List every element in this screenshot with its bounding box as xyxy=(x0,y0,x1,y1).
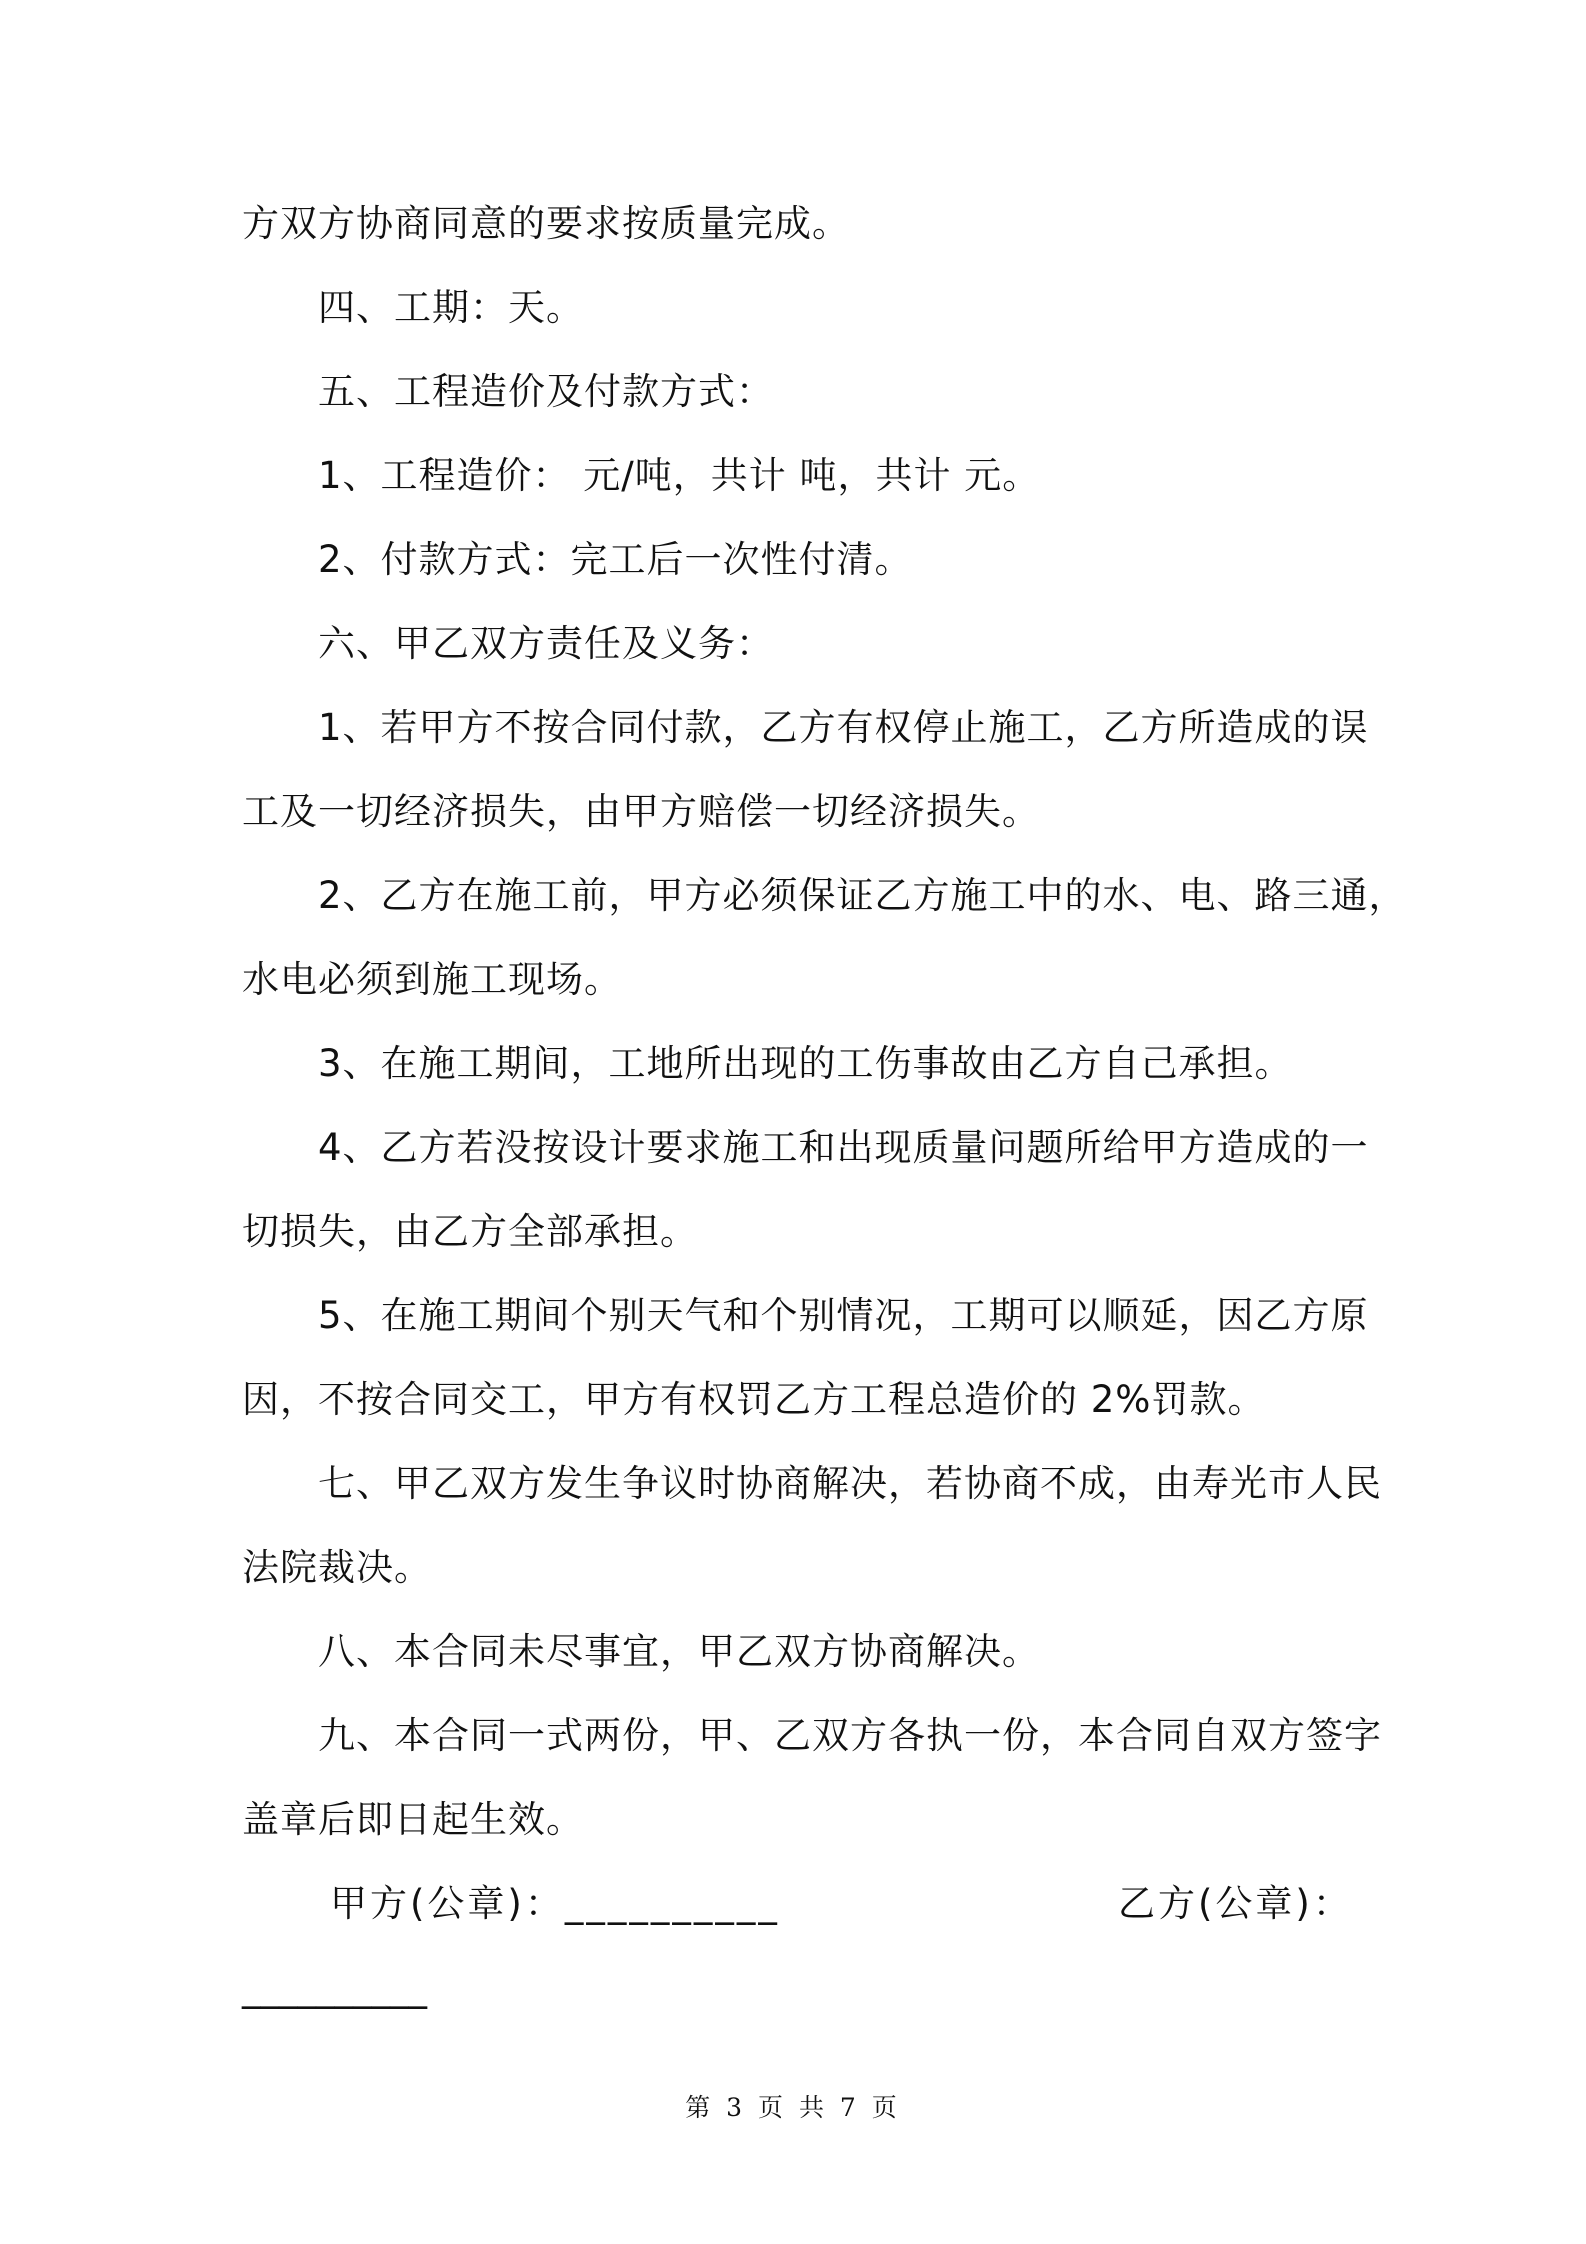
text-line: 2、乙方在施工前，甲方必须保证乙方施工中的水、电、路三通， xyxy=(318,874,1407,917)
text-line: 盖章后即日起生效。 xyxy=(242,1798,584,1841)
party-b-signature: 乙方(公章)： xyxy=(1118,1882,1353,1925)
section-seven: 七、甲乙双方发生争议时协商解决，若协商不成，由寿光市人民 xyxy=(318,1462,1382,1505)
text-line: 方双方协商同意的要求按质量完成。 xyxy=(242,202,850,245)
text-line: 5、在施工期间个别天气和个别情况，工期可以顺延，因乙方原 xyxy=(318,1294,1369,1337)
text-line: 工及一切经济损失，由甲方赔偿一切经济损失。 xyxy=(242,790,1040,833)
party-b-signature-line: __________ xyxy=(242,1966,427,2009)
party-a-signature: 甲方(公章)：__________ xyxy=(330,1882,780,1925)
page-footer: 第 3 页 共 7 页 xyxy=(685,2093,901,2122)
text-line: 因，不按合同交工，甲方有权罚乙方工程总造价的 2%罚款。 xyxy=(242,1378,1266,1421)
text-line: 法院裁决。 xyxy=(242,1546,432,1589)
text-line: 水电必须到施工现场。 xyxy=(242,958,622,1001)
section-eight: 八、本合同未尽事宜，甲乙双方协商解决。 xyxy=(318,1630,1040,1673)
section-four-heading: 四、工期：天。 xyxy=(318,286,584,329)
section-six-heading: 六、甲乙双方责任及义务： xyxy=(318,622,774,665)
text-line: 3、在施工期间，工地所出现的工伤事故由乙方自己承担。 xyxy=(318,1042,1293,1085)
text-line: 2、付款方式：完工后一次性付清。 xyxy=(318,538,913,581)
text-line: 切损失，由乙方全部承担。 xyxy=(242,1210,698,1253)
section-nine: 九、本合同一式两份，甲、乙双方各执一份，本合同自双方签字 xyxy=(318,1714,1382,1757)
section-five-heading: 五、工程造价及付款方式： xyxy=(318,370,774,413)
text-line: 4、乙方若没按设计要求施工和出现质量问题所给甲方造成的一 xyxy=(318,1126,1369,1169)
text-line: 1、工程造价： 元/吨，共计 吨，共计 元。 xyxy=(318,454,1041,497)
text-line: 1、若甲方不按合同付款，乙方有权停止施工，乙方所造成的误 xyxy=(318,706,1369,749)
